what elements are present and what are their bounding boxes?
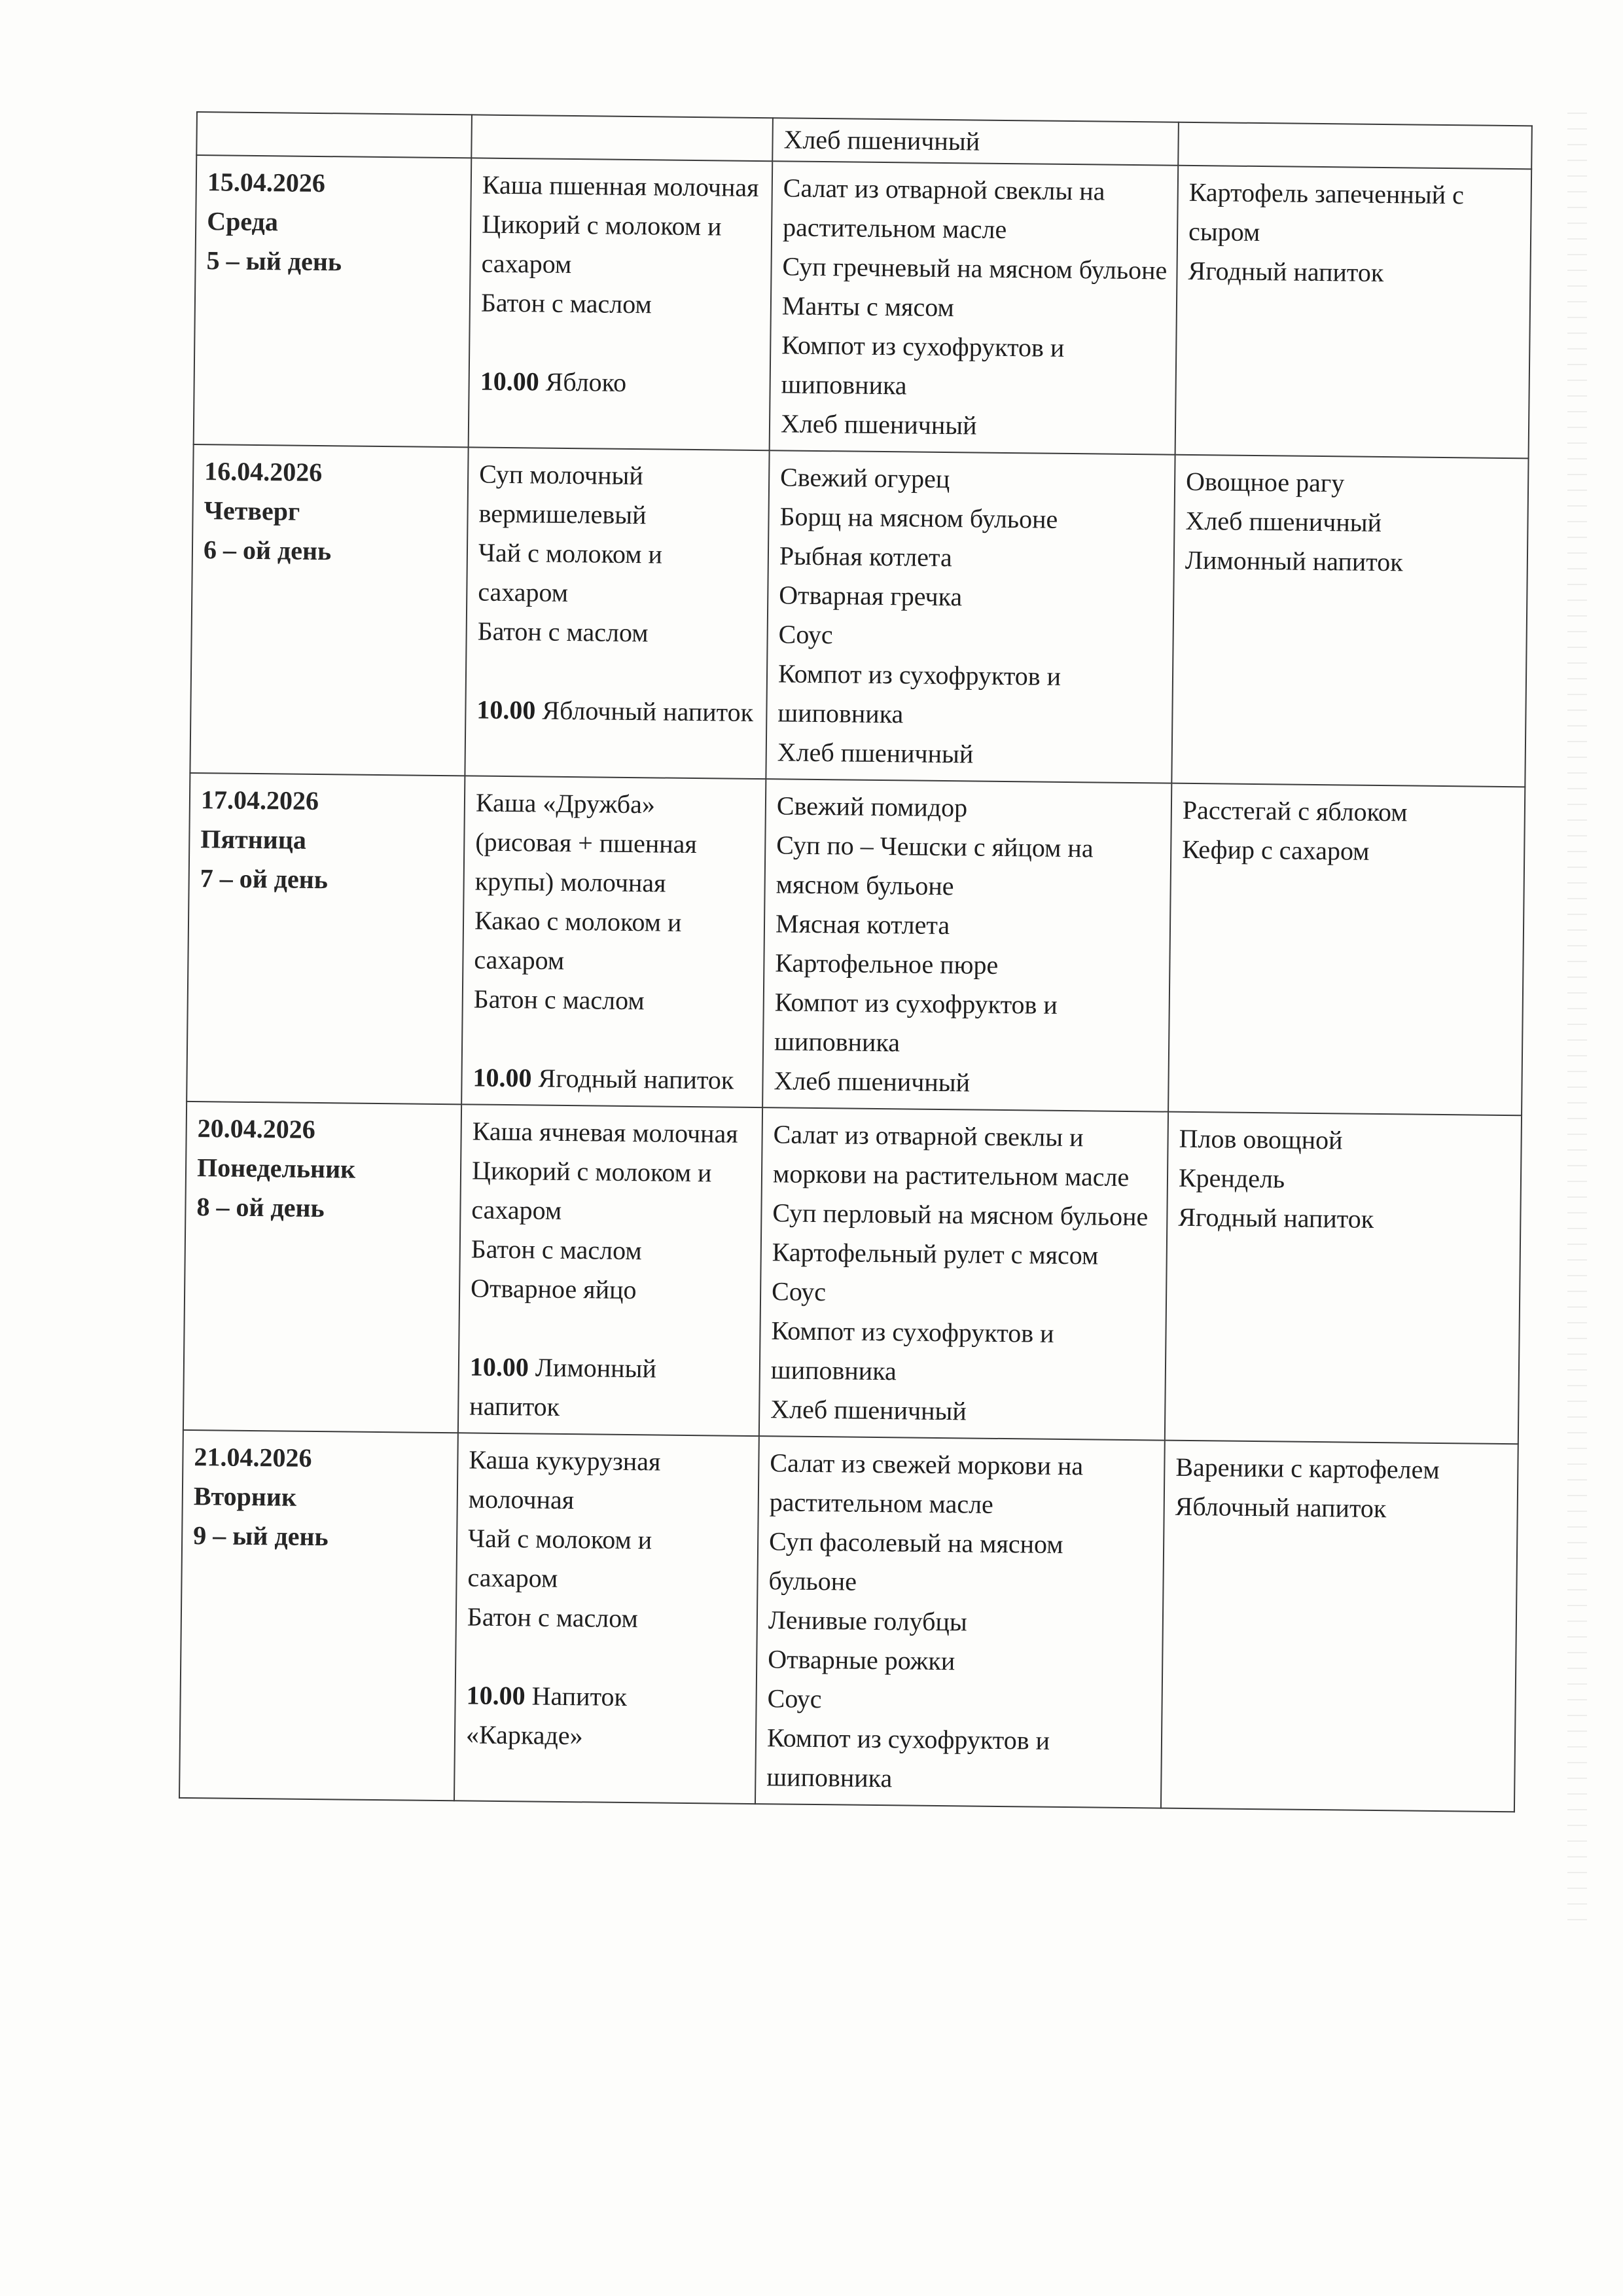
- snack-time: 10.00: [469, 1352, 529, 1382]
- supper-cell: [1165, 1112, 1522, 1444]
- table-row: [194, 155, 1532, 458]
- breakfast-item: Батон с маслом: [471, 1234, 642, 1266]
- day-weekday: Вторник: [193, 1481, 297, 1512]
- lunch-item: Свежий огурец: [779, 462, 950, 494]
- breakfast-item: Батон с маслом: [473, 984, 645, 1016]
- supper-item: Ягодный напиток: [1178, 1202, 1374, 1234]
- lunch-item: Суп гречневый на мясном бульоне: [782, 251, 1168, 285]
- day-date: 20.04.2026: [197, 1113, 315, 1144]
- lunch-item: Салат из отварной свеклы на растительном масле: [782, 173, 1105, 244]
- lunch-item: Свежий помидор: [776, 791, 968, 823]
- lunch-item: Хлеб пшеничный: [774, 1066, 971, 1098]
- snack-time: 10.00: [473, 1062, 532, 1093]
- table-row: [183, 1102, 1522, 1444]
- day-weekday: Четверг: [204, 495, 300, 526]
- supper-item: Расстегай с яблоком: [1182, 795, 1408, 827]
- cell-empty: [471, 115, 773, 161]
- breakfast-item: Отварное яйцо: [470, 1273, 637, 1305]
- lunch-item: Суп фасолевый на мясном бульоне: [768, 1526, 1063, 1596]
- cell-empty: [1178, 122, 1532, 170]
- day-cell: [190, 444, 468, 776]
- breakfast-cell: [458, 1104, 762, 1436]
- snack-item: [469, 1347, 750, 1428]
- snack-name: Яблоко: [545, 367, 627, 397]
- supper-cell: [1171, 455, 1528, 787]
- breakfast-cell: [465, 447, 769, 779]
- supper-cell: [1175, 166, 1532, 459]
- lunch-item: Компот из сухофруктов и шиповника: [774, 987, 1058, 1058]
- breakfast-item: Какао с молоком и сахаром: [474, 905, 682, 975]
- snack-item: [466, 1676, 747, 1757]
- breakfast-cell: [469, 158, 773, 450]
- day-weekday: Пятница: [200, 824, 307, 855]
- day-date: 15.04.2026: [207, 167, 326, 198]
- day-number: 5 – ый день: [206, 245, 342, 277]
- breakfast-item: Цикорий с молоком и сахаром: [471, 1155, 712, 1225]
- lunch-item: Манты с мясом: [781, 291, 955, 323]
- snack-time: 10.00: [466, 1680, 526, 1711]
- supper-item: Плов овощной: [1179, 1123, 1343, 1155]
- scan-noise: [1567, 98, 1587, 1931]
- lunch-item: Компот из сухофруктов и шиповника: [781, 330, 1065, 401]
- day-cell: [179, 1430, 458, 1801]
- day-cell: [183, 1102, 461, 1433]
- breakfast-item: Каша ячневая молочная: [472, 1116, 738, 1149]
- snack-name: Яблочный напиток: [542, 695, 754, 727]
- lunch-item: Хлеб пшеничный: [780, 408, 977, 440]
- snack-time: 10.00: [480, 366, 539, 397]
- supper-item: Хлеб пшеничный: [1185, 505, 1382, 537]
- day-cell: [187, 773, 465, 1104]
- breakfast-cell: [454, 1433, 759, 1804]
- breakfast-item: Каша кукурузная молочная: [468, 1444, 661, 1515]
- snack-name: Лимонный напиток: [469, 1352, 657, 1422]
- lunch-cell: [759, 1107, 1168, 1440]
- breakfast-item: Чай с молоком и сахаром: [467, 1523, 652, 1593]
- spacer: [467, 1636, 747, 1678]
- snack-item: [476, 691, 757, 732]
- breakfast-item: Суп молочный вермишелевый: [478, 459, 647, 530]
- snack-time: 10.00: [476, 694, 536, 725]
- breakfast-cell: [461, 776, 766, 1107]
- lunch-item: Компот из сухофруктов и шиповника: [766, 1723, 1050, 1793]
- breakfast-item: Батон с маслом: [477, 616, 649, 648]
- supper-item: Лимонный напиток: [1185, 545, 1403, 577]
- lunch-continued-item: Хлеб пшеничный: [772, 118, 1179, 165]
- day-number: 7 – ой день: [200, 863, 329, 895]
- lunch-cell: [762, 779, 1171, 1111]
- supper-item: Вареники с картофелем: [1175, 1452, 1440, 1485]
- lunch-item: Мясная котлета: [775, 908, 950, 941]
- spacer: [477, 651, 758, 693]
- lunch-item: Компот из сухофруктов и шиповника: [770, 1316, 1054, 1386]
- table-row: [179, 1430, 1518, 1812]
- table-row: [187, 773, 1525, 1115]
- snack-name: Ягодный напиток: [538, 1063, 734, 1095]
- supper-item: Овощное рагу: [1185, 466, 1345, 498]
- lunch-item: Компот из сухофруктов и шиповника: [777, 658, 1061, 729]
- day-number: 8 – ой день: [196, 1192, 325, 1223]
- lunch-item: Борщ на мясном бульоне: [779, 501, 1058, 534]
- day-number: 6 – ой день: [203, 535, 332, 566]
- spacer: [473, 1019, 754, 1061]
- day-date: 21.04.2026: [194, 1442, 312, 1473]
- lunch-item: Картофельное пюре: [775, 948, 999, 980]
- day-number: 9 – ый день: [192, 1520, 329, 1552]
- day-date: 16.04.2026: [204, 456, 323, 488]
- breakfast-item: Батон с маслом: [467, 1602, 639, 1634]
- supper-item: Крендель: [1178, 1162, 1285, 1194]
- day-weekday: Понедельник: [196, 1153, 356, 1184]
- lunch-item: Отварная гречка: [779, 580, 963, 612]
- menu-table-body: [179, 112, 1532, 1812]
- lunch-item: Соус: [771, 1276, 827, 1307]
- spacer: [470, 1308, 751, 1350]
- lunch-item: Рыбная котлета: [779, 541, 952, 573]
- day-weekday: Среда: [207, 206, 279, 237]
- breakfast-item: Цикорий с молоком и сахаром: [481, 209, 722, 279]
- breakfast-item: Каша пшенная молочная: [482, 170, 759, 203]
- breakfast-item: Каша «Дружба» (рисовая + пшенная крупы) молочная: [474, 787, 698, 898]
- spacer: [480, 323, 761, 365]
- supper-item: Кефир с сахаром: [1182, 834, 1370, 866]
- lunch-item: Ленивые голубцы: [768, 1605, 968, 1637]
- breakfast-item: Чай с молоком и сахаром: [478, 537, 663, 607]
- snack-item: [473, 1058, 753, 1100]
- lunch-item: Картофельный рулет с мясом: [772, 1237, 1099, 1270]
- day-cell: [194, 155, 472, 447]
- snack-item: [480, 362, 760, 404]
- supper-cell: [1161, 1441, 1518, 1812]
- lunch-item: Салат из отварной свеклы и моркови на растительном масле: [772, 1119, 1130, 1193]
- supper-item: Картофель запеченный с сыром: [1188, 177, 1465, 247]
- breakfast-item: Батон с маслом: [480, 287, 652, 319]
- lunch-cell: [766, 450, 1175, 783]
- menu-table-wrapper: [179, 111, 1531, 1812]
- lunch-item: Суп перловый на мясном бульоне: [772, 1198, 1149, 1232]
- lunch-item: Хлеб пшеничный: [770, 1394, 967, 1426]
- lunch-item: Хлеб пшеничный: [777, 737, 974, 769]
- snack-name: Напиток «Каркаде»: [465, 1681, 628, 1751]
- menu-table: [179, 111, 1533, 1812]
- lunch-item: Соус: [767, 1683, 822, 1714]
- lunch-item: Суп по – Чешски с яйцом на мясном бульоне: [776, 830, 1094, 901]
- lunch-cell: [770, 161, 1179, 454]
- cell-empty: [196, 112, 472, 158]
- table-row: [190, 444, 1528, 787]
- supper-item: Яблочный напиток: [1175, 1491, 1387, 1524]
- lunch-item: Отварные рожки: [768, 1644, 955, 1676]
- lunch-cell: [755, 1436, 1165, 1808]
- lunch-item: Салат из свежей моркови на растительном масле: [769, 1448, 1084, 1519]
- supper-cell: [1168, 783, 1525, 1116]
- supper-item: Ягодный напиток: [1188, 255, 1384, 288]
- lunch-item: Соус: [778, 619, 833, 650]
- day-date: 17.04.2026: [200, 785, 319, 816]
